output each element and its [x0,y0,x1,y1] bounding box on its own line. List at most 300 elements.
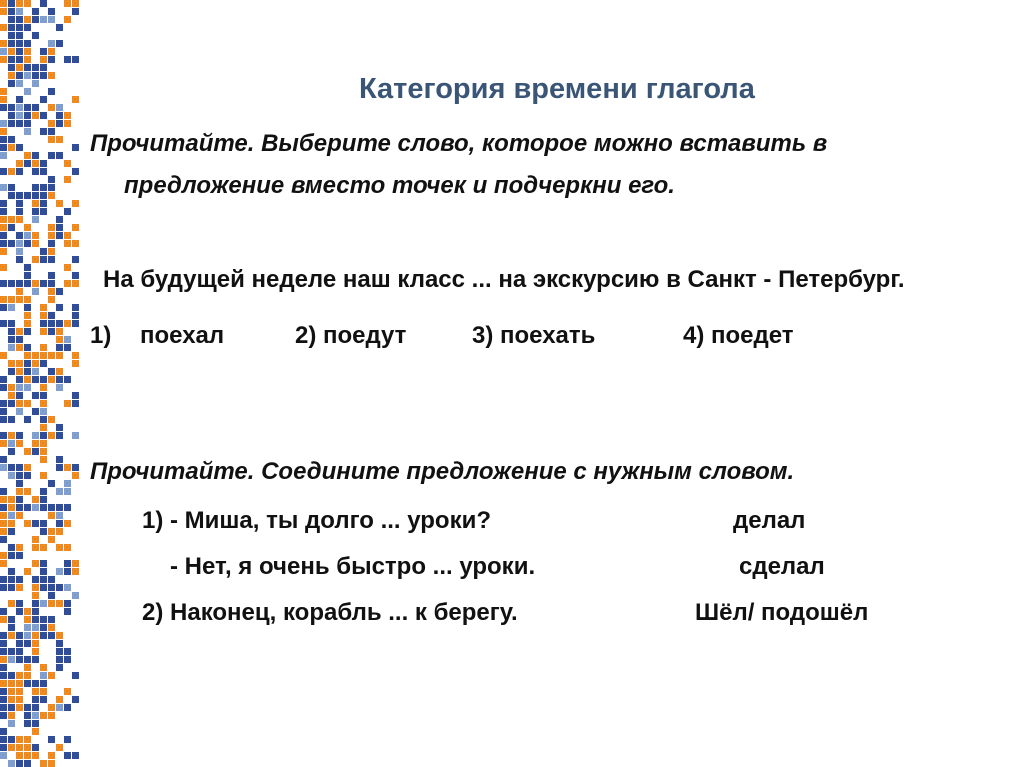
pattern-tile [40,344,47,351]
pattern-tile [8,168,15,175]
pattern-tile [16,216,23,223]
task2-word-1: делал [733,507,806,534]
pattern-tile [48,536,55,543]
pattern-tile [64,480,71,487]
task1-sentence: На будущей неделе наш класс ... на экскурсию в Санкт - Петербург. [103,266,905,293]
pattern-tile [0,120,7,127]
pattern-tile [8,304,15,311]
pattern-tile [16,56,23,63]
pattern-tile [40,56,47,63]
pattern-tile [8,40,15,47]
pattern-tile [0,88,7,95]
pattern-tile [48,120,55,127]
pattern-tile [32,376,39,383]
pattern-tile [16,584,23,591]
pattern-tile [40,424,47,431]
pattern-tile [56,704,63,711]
pattern-tile [16,96,23,103]
pattern-tile [56,568,63,575]
pattern-tile [24,56,31,63]
pattern-tile [48,584,55,591]
pattern-tile [64,520,71,527]
pattern-tile [8,184,15,191]
pattern-tile [24,112,31,119]
pattern-tile [8,448,15,455]
pattern-tile [16,432,23,439]
pattern-tile [64,232,71,239]
task2-word-2: сделал [739,553,825,580]
pattern-tile [8,624,15,631]
pattern-tile [8,648,15,655]
pattern-tile [24,344,31,351]
pattern-tile [56,664,63,671]
pattern-tile [40,48,47,55]
pattern-tile [32,104,39,111]
task2-word-3: Шёл/ подошёл [695,599,869,626]
pattern-tile [16,104,23,111]
pattern-tile [64,608,71,615]
pattern-tile [40,672,47,679]
pattern-tile [16,200,23,207]
pattern-tile [56,640,63,647]
pattern-tile [72,392,79,399]
pattern-tile [48,40,55,47]
pattern-tile [8,432,15,439]
pattern-tile [16,648,23,655]
pattern-tile [8,672,15,679]
pattern-tile [8,112,15,119]
pattern-tile [56,40,63,47]
pattern-tile [0,752,7,759]
pattern-tile [48,736,55,743]
pattern-tile [56,232,63,239]
pattern-tile [32,288,39,295]
pattern-tile [8,552,15,559]
pattern-tile [40,576,47,583]
pattern-tile [24,360,31,367]
pattern-tile [40,168,47,175]
pattern-tile [24,312,31,319]
pattern-tile [24,240,31,247]
pattern-tile [48,376,55,383]
pattern-tile [8,64,15,71]
pattern-tile [40,616,47,623]
pattern-tile [24,664,31,671]
pattern-tile [24,640,31,647]
pattern-tile [56,656,63,663]
pattern-tile [40,664,47,671]
pattern-tile [16,688,23,695]
pattern-tile [8,584,15,591]
pattern-tile [24,40,31,47]
pattern-tile [32,152,39,159]
pattern-tile [24,616,31,623]
pattern-tile [0,144,7,151]
pattern-tile [48,576,55,583]
pattern-tile [40,544,47,551]
pattern-tile [24,520,31,527]
pattern-tile [32,496,39,503]
pattern-tile [16,400,23,407]
pattern-tile [40,200,47,207]
pattern-tile [32,584,39,591]
pattern-tile [72,752,79,759]
pattern-tile [0,648,7,655]
pattern-tile [56,120,63,127]
pattern-tile [32,720,39,727]
pattern-tile [64,560,71,567]
pattern-tile [48,48,55,55]
pattern-tile [0,376,7,383]
pattern-tile [0,264,7,271]
pattern-tile [40,520,47,527]
pattern-tile [16,336,23,343]
pattern-tile [56,456,63,463]
pattern-tile [40,256,47,263]
pattern-tile [16,440,23,447]
pattern-tile [0,280,7,287]
pattern-tile [48,16,55,23]
pattern-tile [48,240,55,247]
pattern-tile [24,152,31,159]
pattern-tile [0,416,7,423]
pattern-tile [16,472,23,479]
pattern-tile [56,368,63,375]
pattern-tile [32,80,39,87]
pattern-tile [40,496,47,503]
pattern-tile [16,360,23,367]
pattern-tile [8,704,15,711]
pattern-tile [56,136,63,143]
pattern-tile [16,408,23,415]
pattern-tile [32,448,39,455]
pattern-tile [8,392,15,399]
pattern-tile [8,296,15,303]
pattern-tile [40,680,47,687]
pattern-tile [8,464,15,471]
pattern-tile [32,16,39,23]
pattern-tile [40,312,47,319]
pattern-tile [48,416,55,423]
pattern-tile [48,104,55,111]
pattern-tile [8,360,15,367]
pattern-tile [16,744,23,751]
pattern-tile [24,328,31,335]
pattern-tile [56,648,63,655]
pattern-tile [8,544,15,551]
pattern-tile [64,704,71,711]
pattern-tile [40,360,47,367]
pattern-tile [72,568,79,575]
pattern-tile [64,584,71,591]
pattern-tile [0,224,7,231]
pattern-tile [64,600,71,607]
pattern-tile [40,96,47,103]
pattern-tile [64,336,71,343]
pattern-tile [64,656,71,663]
pattern-tile [16,496,23,503]
pattern-tile [40,432,47,439]
pattern-tile [32,576,39,583]
pattern-tile [56,104,63,111]
pattern-tile [48,328,55,335]
pattern-tile [72,592,79,599]
pattern-tile [64,0,71,7]
pattern-tile [40,472,47,479]
pattern-tile [40,72,47,79]
pattern-tile [48,152,55,159]
pattern-tile [48,72,55,79]
pattern-tile [16,480,23,487]
pattern-tile [16,280,23,287]
pattern-tile [0,136,7,143]
pattern-tile [24,16,31,23]
pattern-tile [8,72,15,79]
pattern-tile [48,704,55,711]
pattern-tile [72,0,79,7]
pattern-tile [0,520,7,527]
pattern-tile [0,208,7,215]
pattern-tile [0,584,7,591]
pattern-tile [24,224,31,231]
pattern-tile [24,464,31,471]
pattern-tile [8,120,15,127]
task1-option-2: 2) поедут [295,322,407,349]
task2-instruction: Прочитайте. Соедините предложение с нужным словом. [90,458,795,485]
pattern-tile [48,600,55,607]
pattern-tile [64,208,71,215]
pattern-tile [72,8,79,15]
pattern-tile [40,456,47,463]
pattern-tile [40,760,47,767]
pattern-tile [40,16,47,23]
pattern-tile [32,112,39,119]
pattern-tile [64,400,71,407]
pattern-tile [0,664,7,671]
pattern-tile [0,696,7,703]
pattern-tile [64,240,71,247]
pattern-tile [16,376,23,383]
pattern-tile [32,704,39,711]
pattern-tile [48,296,55,303]
pattern-tile [48,232,55,239]
pattern-tile [8,344,15,351]
pattern-tile [32,560,39,567]
pattern-tile [24,352,31,359]
pattern-tile [32,408,39,415]
pattern-tile [8,280,15,287]
pattern-tile [40,448,47,455]
pattern-tile [8,32,15,39]
pattern-tile [16,24,23,31]
pattern-tile [32,256,39,263]
pattern-tile [40,696,47,703]
pattern-tile [48,184,55,191]
pattern-tile [32,368,39,375]
pattern-tile [64,112,71,119]
task1-instruction-line1: Прочитайте. Выберите слово, которое можно вставить в [90,130,828,157]
pattern-tile [16,632,23,639]
pattern-tile [8,0,15,7]
pattern-tile [16,368,23,375]
pattern-tile [64,568,71,575]
pattern-tile [48,320,55,327]
pattern-tile [16,40,23,47]
pattern-tile [56,376,63,383]
pattern-tile [24,0,31,7]
pattern-tile [56,384,63,391]
pattern-tile [16,696,23,703]
pattern-tile [0,744,7,751]
pattern-tile [72,272,79,279]
pattern-tile [8,600,15,607]
pattern-tile [40,248,47,255]
pattern-tile [72,672,79,679]
pattern-tile [0,672,7,679]
pattern-tile [56,488,63,495]
pattern-tile [48,672,55,679]
pattern-tile [32,600,39,607]
pattern-tile [0,704,7,711]
task2-sentence-2: - Нет, я очень быстро ... уроки. [170,553,536,580]
pattern-tile [48,624,55,631]
pattern-tile [0,464,7,471]
pattern-tile [24,400,31,407]
pattern-tile [0,712,7,719]
pattern-tile [48,432,55,439]
pattern-tile [48,280,55,287]
pattern-tile [48,312,55,319]
pattern-tile [32,240,39,247]
border-pattern-graphic [0,0,80,767]
pattern-tile [48,504,55,511]
pattern-tile [16,752,23,759]
pattern-tile [48,592,55,599]
task1-option-3: 3) поехать [472,322,596,349]
pattern-tile [8,16,15,23]
pattern-tile [16,760,23,767]
pattern-tile [56,112,63,119]
pattern-tile [64,56,71,63]
pattern-tile [0,432,7,439]
pattern-tile [16,48,23,55]
pattern-tile [0,608,7,615]
pattern-tile [40,320,47,327]
pattern-tile [40,408,47,415]
pattern-tile [8,224,15,231]
pattern-tile [64,120,71,127]
pattern-tile [32,624,39,631]
pattern-tile [48,288,55,295]
pattern-tile [32,208,39,215]
pattern-tile [56,216,63,223]
pattern-tile [8,576,15,583]
pattern-tile [48,712,55,719]
pattern-tile [32,648,39,655]
pattern-tile [24,72,31,79]
pattern-tile [32,608,39,615]
pattern-tile [0,488,7,495]
pattern-tile [24,376,31,383]
pattern-tile [24,24,31,31]
pattern-tile [0,248,7,255]
pattern-tile [16,640,23,647]
pattern-tile [0,24,7,31]
pattern-tile [0,0,7,7]
pattern-tile [56,344,63,351]
pattern-tile [0,296,7,303]
pattern-tile [40,392,47,399]
decorative-border-pattern [0,0,80,767]
pattern-tile [48,752,55,759]
pattern-tile [16,120,23,127]
pattern-tile [32,536,39,543]
pattern-tile [24,448,31,455]
pattern-tile [48,224,55,231]
pattern-tile [32,656,39,663]
pattern-tile [24,568,31,575]
pattern-tile [8,336,15,343]
pattern-tile [40,560,47,567]
pattern-tile [0,384,7,391]
pattern-tile [16,552,23,559]
pattern-tile [8,440,15,447]
pattern-tile [64,648,71,655]
pattern-tile [32,200,39,207]
pattern-tile [40,352,47,359]
pattern-tile [16,392,23,399]
pattern-tile [32,8,39,15]
pattern-tile [24,712,31,719]
pattern-tile [48,368,55,375]
task1-option-1: поехал [140,322,225,349]
pattern-tile [48,176,55,183]
pattern-tile [8,240,15,247]
pattern-tile [16,192,23,199]
pattern-tile [72,560,79,567]
pattern-tile [16,168,23,175]
pattern-tile [48,480,55,487]
pattern-tile [32,432,39,439]
pattern-tile [16,296,23,303]
pattern-tile [40,712,47,719]
pattern-tile [16,656,23,663]
pattern-tile [40,128,47,135]
pattern-tile [16,672,23,679]
pattern-tile [24,632,31,639]
pattern-tile [56,432,63,439]
pattern-tile [16,32,23,39]
pattern-tile [40,584,47,591]
pattern-tile [32,640,39,647]
pattern-tile [64,464,71,471]
pattern-tile [64,280,71,287]
pattern-tile [64,752,71,759]
pattern-tile [8,688,15,695]
pattern-tile [40,328,47,335]
pattern-tile [0,400,7,407]
pattern-tile [8,144,15,151]
pattern-tile [8,568,15,575]
pattern-tile [16,144,23,151]
pattern-tile [16,240,23,247]
pattern-tile [56,224,63,231]
pattern-tile [40,384,47,391]
pattern-tile [72,280,79,287]
pattern-tile [0,504,7,511]
pattern-tile [56,152,63,159]
pattern-tile [16,80,23,87]
